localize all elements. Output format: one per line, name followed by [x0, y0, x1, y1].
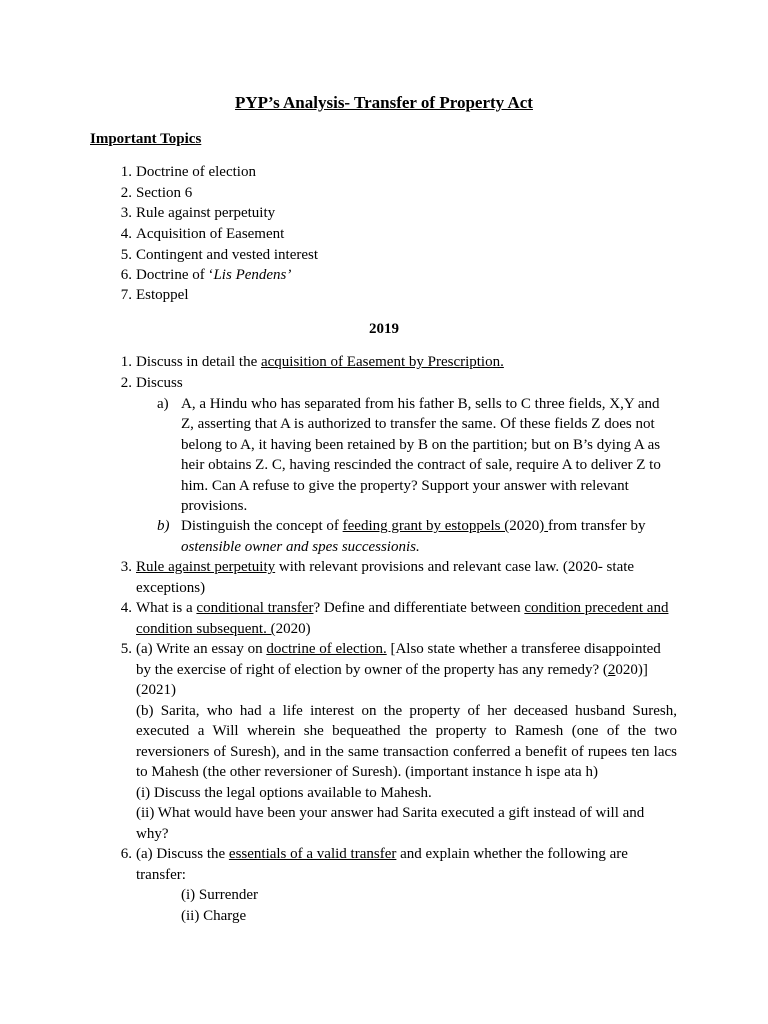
paragraph-line	[136, 660, 648, 680]
underlined-text: conditional transfer	[196, 600, 314, 616]
list-number: 5.	[120, 247, 132, 263]
paragraph-line: why?	[136, 826, 169, 842]
text-segment: (a) Discuss the	[136, 846, 229, 862]
paragraph-line: (2021)	[136, 682, 176, 698]
paragraph-line: (i) Surrender	[181, 887, 259, 903]
list-number: 1.	[120, 164, 132, 180]
list-item-text: Acquisition of Easement	[136, 226, 285, 242]
paragraph-line: him. Can A refuse to give the property? Support your answer with relevant	[181, 478, 629, 494]
underlined-text: 2	[607, 662, 616, 678]
paragraph-line: belong to A, it having been retained by B on the partition; but on B’s dying A as	[181, 437, 661, 453]
question-text	[136, 352, 504, 372]
question-text: Discuss	[136, 375, 183, 391]
paragraph-line: Z, asserting that A is authorized to transfer the same. Of these fields Z does not	[181, 416, 655, 432]
year-heading: 2019	[369, 321, 399, 337]
paragraph-line	[181, 516, 645, 536]
list-item-text: Section 6	[136, 185, 193, 201]
paragraph-line: (b) Sarita, who had a life interest on the property of her deceased husband Suresh,	[136, 703, 677, 719]
list-number: 6.	[120, 267, 132, 283]
paragraph-line: heir obtains Z. C, having rescinded the contract of sale, require A to deliver Z to	[181, 457, 661, 473]
list-number: 1.	[120, 354, 132, 370]
list-number: 4.	[120, 600, 132, 616]
list-item-text	[136, 265, 291, 285]
sub-label: b)	[157, 518, 170, 534]
paragraph-line: transfer:	[136, 867, 186, 883]
text-segment: by the exercise of right of election by owner of the property has any remedy? (	[136, 662, 608, 678]
list-number: 4.	[120, 226, 132, 242]
text-segment: 2020)	[275, 621, 311, 637]
list-number: 6.	[120, 846, 132, 862]
text-segment: with relevant provisions and relevant case law. (2020- state	[275, 559, 635, 575]
list-number: 7.	[120, 287, 132, 303]
underlined-text: doctrine of election.	[266, 641, 387, 657]
list-number: 2.	[120, 185, 132, 201]
question-text	[136, 598, 668, 618]
text-segment: Doctrine of ‘	[136, 267, 214, 283]
paragraph-line: A, a Hindu who has separated from his father B, sells to C three fields, X,Y and	[181, 396, 660, 412]
underlined-text: essentials of a valid transfer	[228, 846, 397, 862]
paragraph-line: (ii) Charge	[181, 908, 247, 924]
underlined-text: acquisition of Easement by Prescription.	[260, 354, 504, 370]
paragraph-line: reversioners of Suresh), and in the same transaction conferred a benefit of rupees ten lacs	[136, 744, 677, 760]
list-number: 5.	[120, 641, 132, 657]
sub-label: a)	[157, 396, 169, 412]
underlined-text: condition subsequent. (	[136, 621, 276, 637]
paragraph-line: executed a Will wherein she bequeathed the property to Ramesh (one of the two	[136, 723, 677, 739]
italic-text: Lis Pendens’	[213, 267, 292, 283]
paragraph-line: (ii) What would have been your answer had Sarita executed a gift instead of will and	[136, 805, 645, 821]
question-text	[136, 639, 661, 659]
paragraph-line: exceptions)	[136, 580, 206, 596]
list-item-text: Rule against perpetuity	[136, 205, 276, 221]
underlined-text: feeding grant by estoppels (	[342, 518, 510, 534]
text-segment: ? Define and differentiate between	[313, 600, 525, 616]
text-segment: 2020)	[509, 518, 545, 534]
important-topics-heading: Important Topics	[90, 131, 202, 147]
text-segment: (a) Write an essay on	[136, 641, 267, 657]
text-segment: and explain whether the following are	[396, 846, 628, 862]
text-segment: Distinguish the concept of	[181, 518, 343, 534]
paragraph-line: to Mahesh (the other reversioner of Suresh). (important instance h ispe ata h)	[136, 764, 598, 780]
list-number: 2.	[120, 375, 132, 391]
underlined-text: condition precedent and	[524, 600, 669, 616]
list-number: 3.	[120, 205, 132, 221]
paragraph-line: ostensible owner and spes successionis.	[181, 539, 420, 555]
list-item-text: Estoppel	[136, 287, 189, 303]
question-text	[136, 557, 634, 577]
list-number: 3.	[120, 559, 132, 575]
text-segment: What is a	[136, 600, 197, 616]
list-item-text: Contingent and vested interest	[136, 247, 319, 263]
paragraph-line	[136, 619, 311, 639]
text-segment: from transfer by	[548, 518, 646, 534]
text-segment: Discuss in detail the	[136, 354, 261, 370]
page-title: PYP’s Analysis- Transfer of Property Act	[235, 93, 533, 112]
underlined-text: Rule against perpetuity	[136, 559, 276, 575]
question-text	[136, 844, 628, 864]
paragraph-line: (i) Discuss the legal options available to Mahesh.	[136, 785, 432, 801]
list-item-text: Doctrine of election	[136, 164, 256, 180]
text-segment: 020)]	[615, 662, 648, 678]
text-segment: [Also state whether a transferee disappointed	[386, 641, 661, 657]
paragraph-line: provisions.	[181, 498, 248, 514]
